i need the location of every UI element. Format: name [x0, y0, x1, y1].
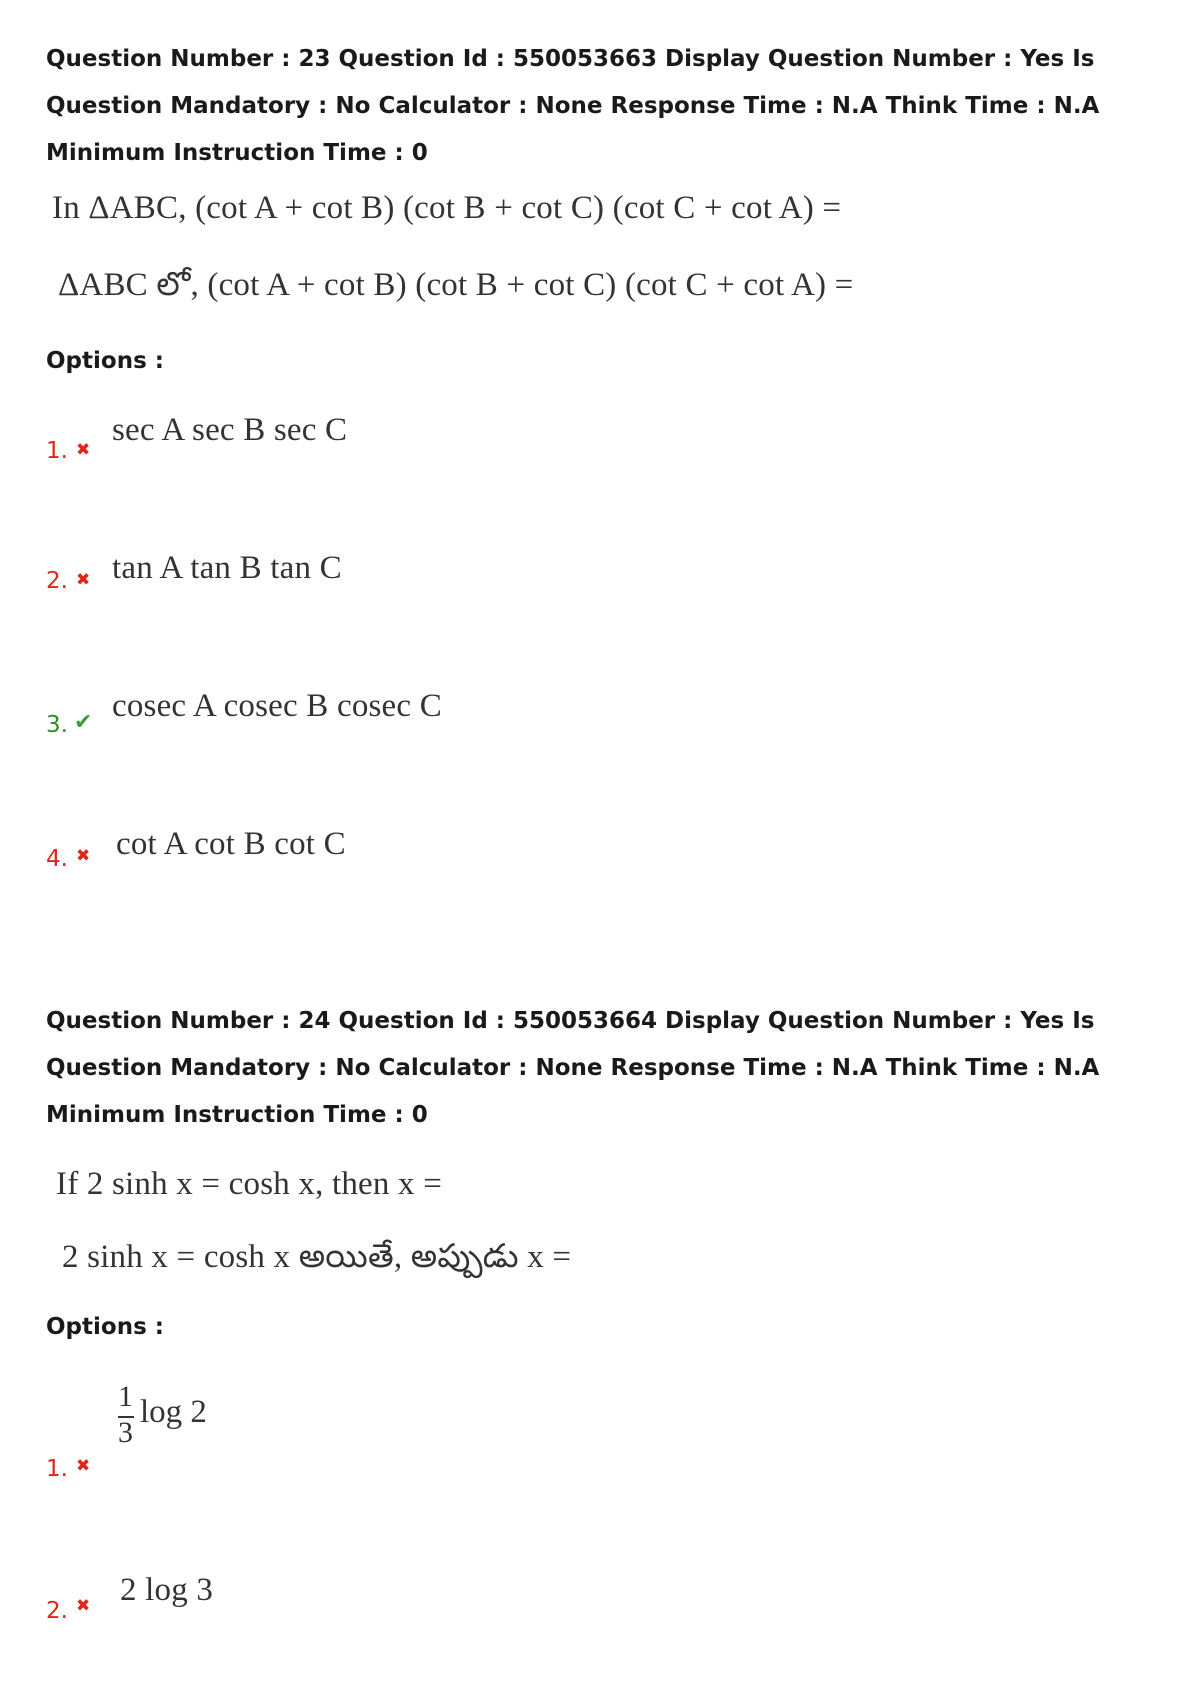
option-number: 1. — [46, 438, 68, 464]
option-number: 4. — [46, 846, 68, 872]
option-text: cosec A cosec B cosec C — [112, 688, 442, 724]
q24-meta: Question Number : 24 Question Id : 550053664 Display Question Number : Yes Is Question Mandatory : No Calculator : None Response Time : N.A Think Time : N.A Minimum Instruction Time : 0 — [46, 1008, 1100, 1128]
q23-question-telugu: ΔABC లో, (cot A + cot B) (cot B + cot C) (cot C + cot A) = — [58, 267, 854, 303]
q23-options-label: Options : — [46, 348, 164, 374]
option-number: 3. — [46, 712, 68, 738]
option-text: sec A sec B sec C — [112, 412, 348, 448]
option-text: log 2 — [140, 1394, 207, 1430]
option-text: tan A tan B tan C — [112, 550, 342, 586]
fraction-denominator: 3 — [118, 1416, 133, 1449]
cross-icon: ✖ — [76, 1596, 91, 1616]
option-text: 2 log 3 — [120, 1572, 214, 1608]
option-number: 1. — [46, 1456, 68, 1482]
option-text: cot A cot B cot C — [116, 826, 346, 862]
cross-icon: ✖ — [76, 846, 91, 866]
cross-icon: ✖ — [76, 1456, 91, 1476]
option-number: 2. — [46, 1598, 68, 1624]
q24-question-english: If 2 sinh x = cosh x, then x = — [56, 1166, 443, 1202]
cross-icon: ✖ — [76, 440, 91, 460]
option-number: 2. — [46, 568, 68, 594]
check-icon: ✔ — [74, 710, 93, 735]
q24-options-label: Options : — [46, 1314, 164, 1340]
fraction-numerator: 1 — [118, 1380, 133, 1413]
cross-icon: ✖ — [76, 570, 91, 590]
q23-question-english: In ΔABC, (cot A + cot B) (cot B + cot C) (cot C + cot A) = — [52, 190, 842, 226]
q24-question-telugu: 2 sinh x = cosh x అయితే, అప్పుడు x = — [62, 1239, 572, 1275]
q23-meta: Question Number : 23 Question Id : 550053663 Display Question Number : Yes Is Question Mandatory : No Calculator : None Response Time : N.A Think Time : N.A Minimum Instruction Time : 0 — [46, 46, 1100, 166]
